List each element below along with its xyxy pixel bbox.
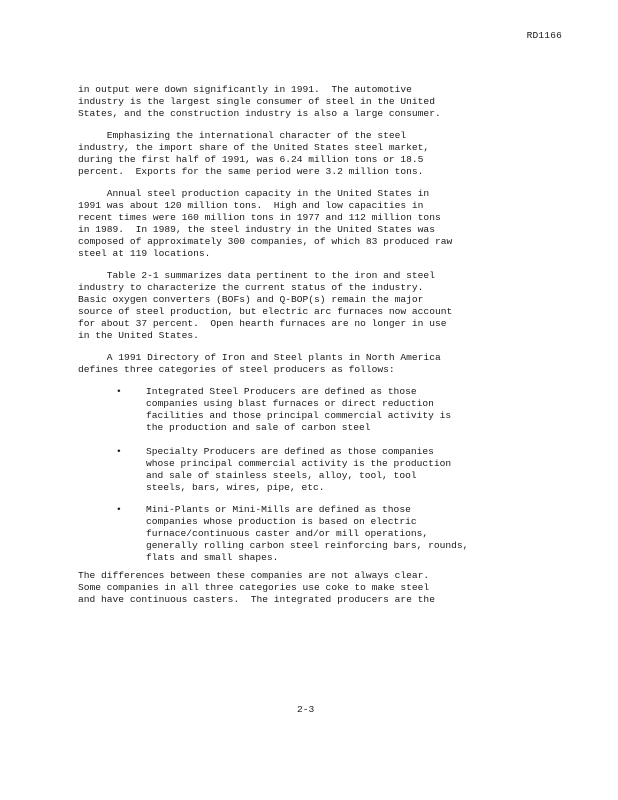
page-number: 2-3 [297, 704, 315, 715]
paragraph-text: A 1991 Directory of Iron and Steel plants in North America defines three categories of steel producers as follows: [78, 352, 441, 376]
paragraph-text: Annual steel production capacity in the United States in 1991 was about 120 million tons. High and low capacities in recent times were 160 million tons in 1977 and 112 million tons in 1989. In 1989, the steel industry in the United States was composed of approximately 300 companies, of which 83 produced raw steel at 119 locations. [78, 188, 453, 260]
list-item [116, 504, 536, 564]
list-item-text: Mini-Plants or Mini-Mills are defined as those companies whose production is based on electric furnace/continuous caster and/or mill operations, generally rolling carbon steel reinforcing bars, rounds, flats and small shapes. [146, 504, 469, 564]
paragraph-5 [78, 352, 540, 376]
paragraph-text: Table 2-1 summarizes data pertinent to the iron and steel industry to characterize the current status of the industry. Basic oxygen converters (BOFs) and Q-BOP(s) remain the major source of steel production, but electric arc furnaces now account for about 37 percent. Open hearth furnaces are no longer in use in the United States. [78, 270, 453, 342]
document-id: RD1166 [526, 30, 562, 41]
list-item-text: Specialty Producers are defined as those companies whose principal commercial activity is the production and sale of stainless steels, alloy, tool, tool steels, bars, wires, pipe, etc. [146, 446, 452, 494]
paragraph-6 [78, 570, 540, 606]
paragraph-text: in output were down significantly in 1991. The automotive industry is the largest single consumer of steel in the United States, and the construction industry is also a large consumer. [78, 84, 441, 120]
paragraph-1 [78, 84, 540, 120]
list-item-text: Integrated Steel Producers are defined as those companies using blast furnaces or direct reduction facilities and those principal commercial activity is the production and sale of carbon steel [146, 386, 452, 434]
producer-category-list [116, 386, 536, 434]
bullet-icon: • [116, 386, 122, 397]
bullet-icon: • [116, 504, 122, 515]
paragraph-3 [78, 188, 540, 261]
bullet-icon: • [116, 446, 122, 457]
producer-category-list [116, 504, 536, 564]
paragraph-text: Emphasizing the international character of the steel industry, the import share of the United States steel market, during the first half of 1991, was 6.24 million tons or 18.5 percent. Exports for the same period were 3.2 million tons. [78, 130, 430, 178]
paragraph-4 [78, 270, 540, 343]
producer-category-list [116, 446, 536, 494]
list-item [116, 386, 536, 434]
paragraph-text: The differences between these companies are not always clear. Some companies in all three categories use coke to make steel and have continuous casters. The integrated producers are the [78, 570, 435, 606]
paragraph-2 [78, 130, 540, 178]
list-item [116, 446, 536, 494]
